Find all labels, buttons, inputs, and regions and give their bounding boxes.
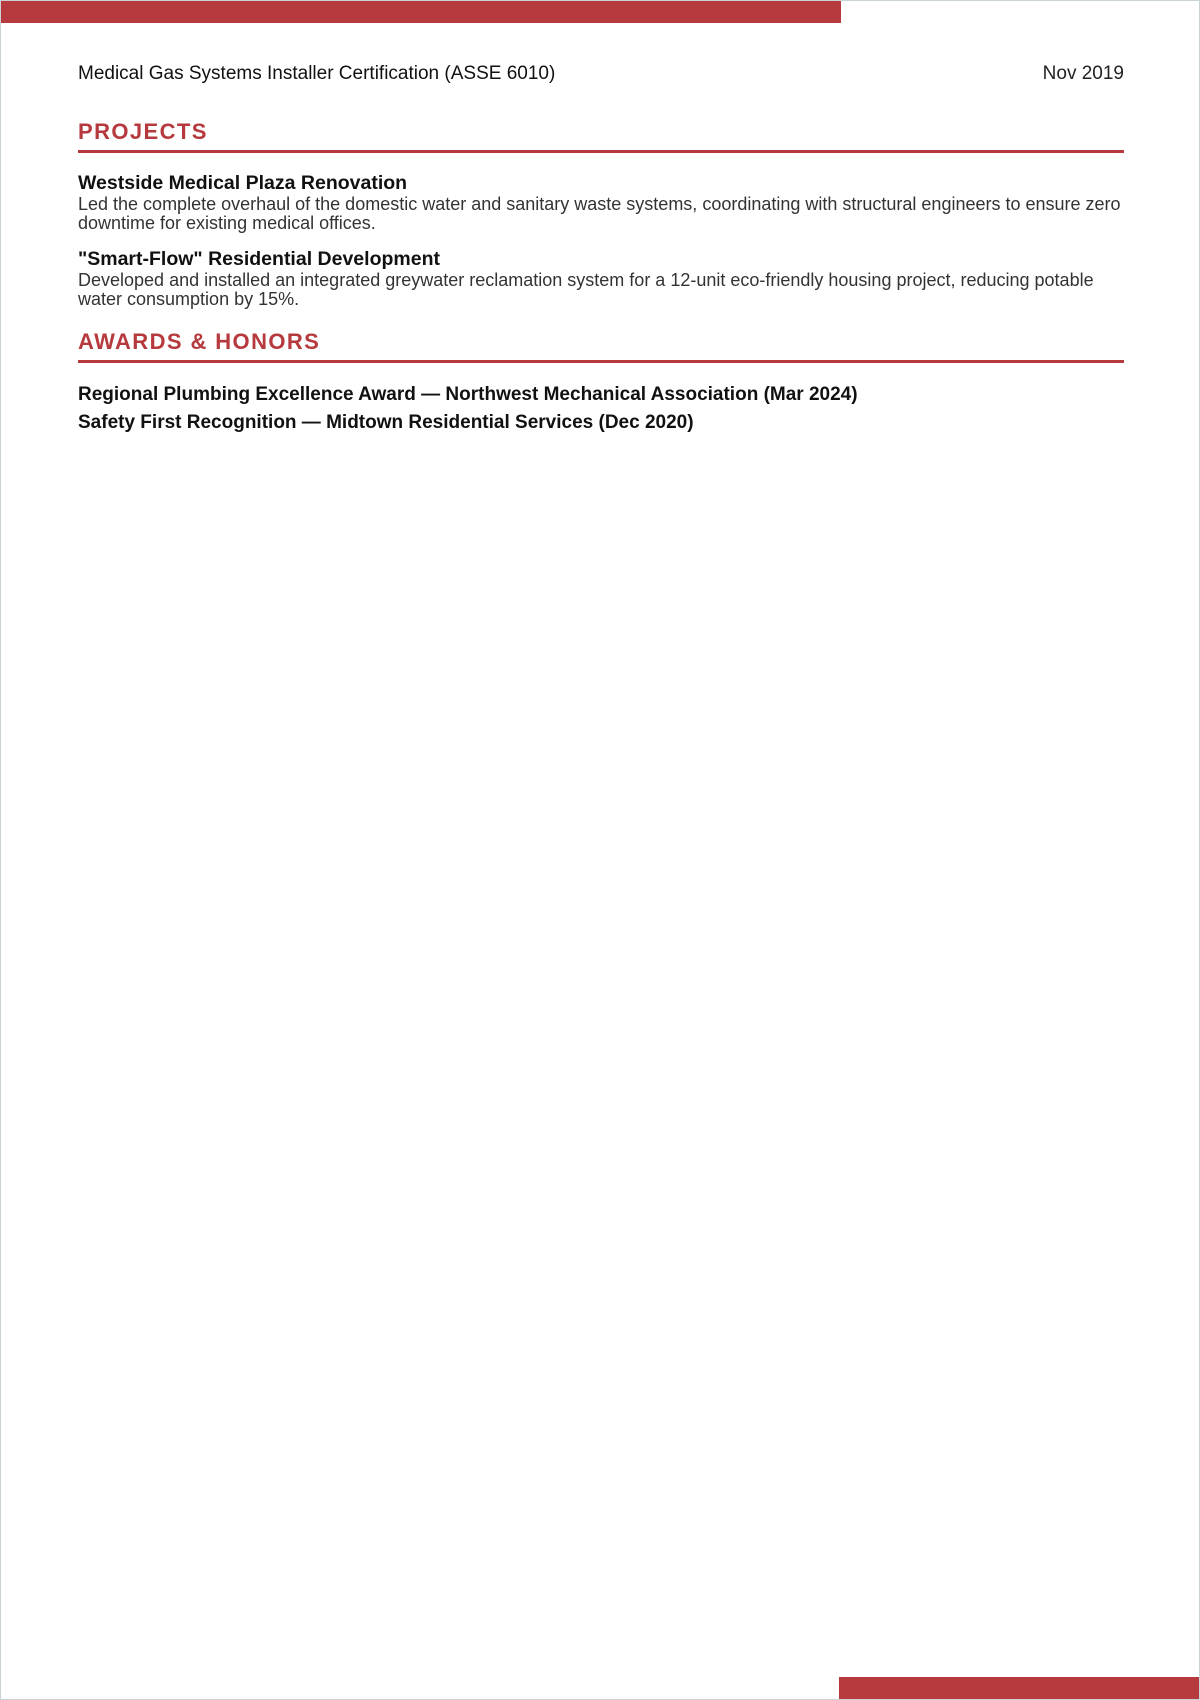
project-name: Westside Medical Plaza Renovation bbox=[78, 172, 408, 194]
awards-list bbox=[78, 381, 1124, 437]
certification-date: Nov 2019 bbox=[1042, 63, 1124, 84]
certification-entry bbox=[78, 61, 1124, 87]
projects-list bbox=[78, 171, 1124, 308]
project-item bbox=[78, 171, 1124, 232]
award-item: Regional Plumbing Excellence Award — Northwest Mechanical Association (Mar 2024) bbox=[78, 384, 858, 405]
top-accent-bar bbox=[1, 1, 841, 23]
awards-heading: AWARDS & HONORS bbox=[78, 328, 1124, 363]
awards-section bbox=[78, 328, 1124, 437]
award-item: Safety First Recognition — Midtown Residential Services (Dec 2020) bbox=[78, 412, 694, 433]
projects-heading: PROJECTS bbox=[78, 118, 1124, 153]
project-description: Led the complete overhaul of the domestic water and sanitary waste systems, coordinating with structural engineers to ensure zero downtime for existing medical offices. bbox=[78, 194, 1121, 233]
project-description: Developed and installed an integrated greywater reclamation system for a 12-unit eco-friendly housing project, reducing potable water consumption by 15%. bbox=[78, 270, 1094, 309]
projects-section bbox=[78, 118, 1124, 308]
bottom-accent-bar bbox=[839, 1677, 1199, 1699]
project-item bbox=[78, 247, 1124, 308]
certification-name: Medical Gas Systems Installer Certification (ASSE 6010) bbox=[78, 63, 556, 84]
page-content bbox=[78, 61, 1124, 437]
project-name: "Smart-Flow" Residential Development bbox=[78, 248, 440, 270]
